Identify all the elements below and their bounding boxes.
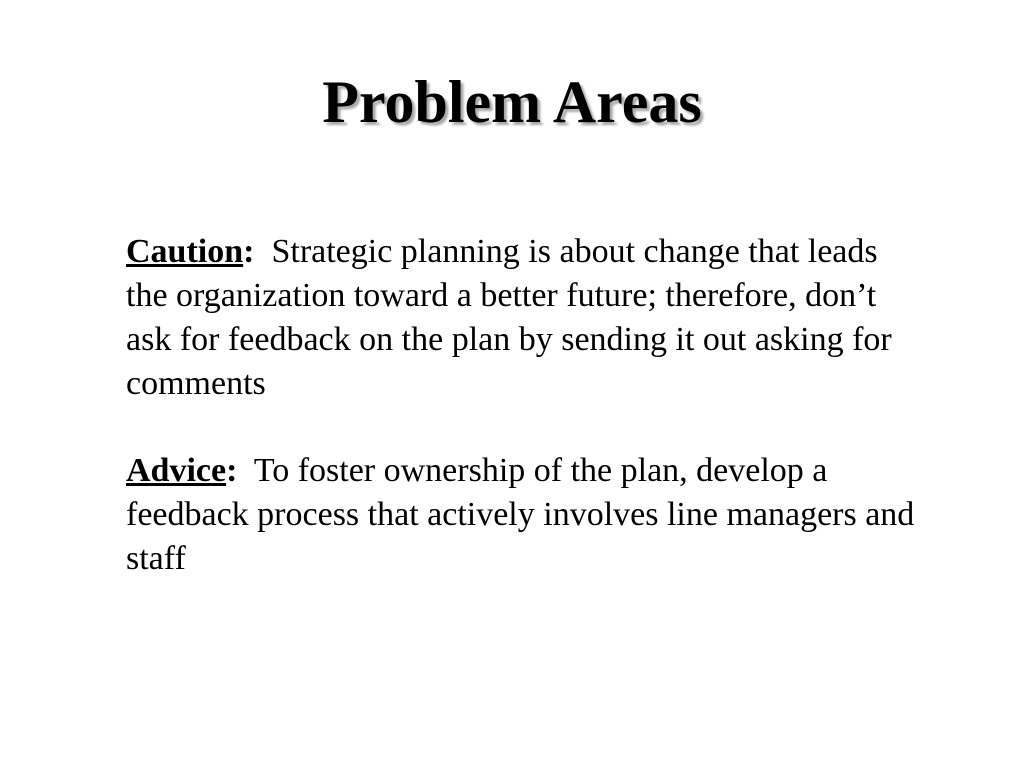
advice-paragraph — [126, 449, 926, 581]
caution-paragraph — [126, 230, 926, 406]
advice-colon: : — [226, 452, 238, 489]
slide-body — [126, 230, 926, 581]
advice-label: Advice — [126, 452, 227, 489]
caution-colon: : — [243, 233, 255, 270]
caution-text: Strategic planning is about change that leads the organization toward a better future; therefore, don’t ask for feedback on the plan by sending it out asking for comments — [126, 233, 892, 402]
caution-label: Caution — [126, 233, 244, 270]
slide-title: Problem Areas — [322, 69, 702, 135]
advice-text: To foster ownership of the plan, develop a feedback process that actively involves line managers and staff — [126, 452, 915, 577]
